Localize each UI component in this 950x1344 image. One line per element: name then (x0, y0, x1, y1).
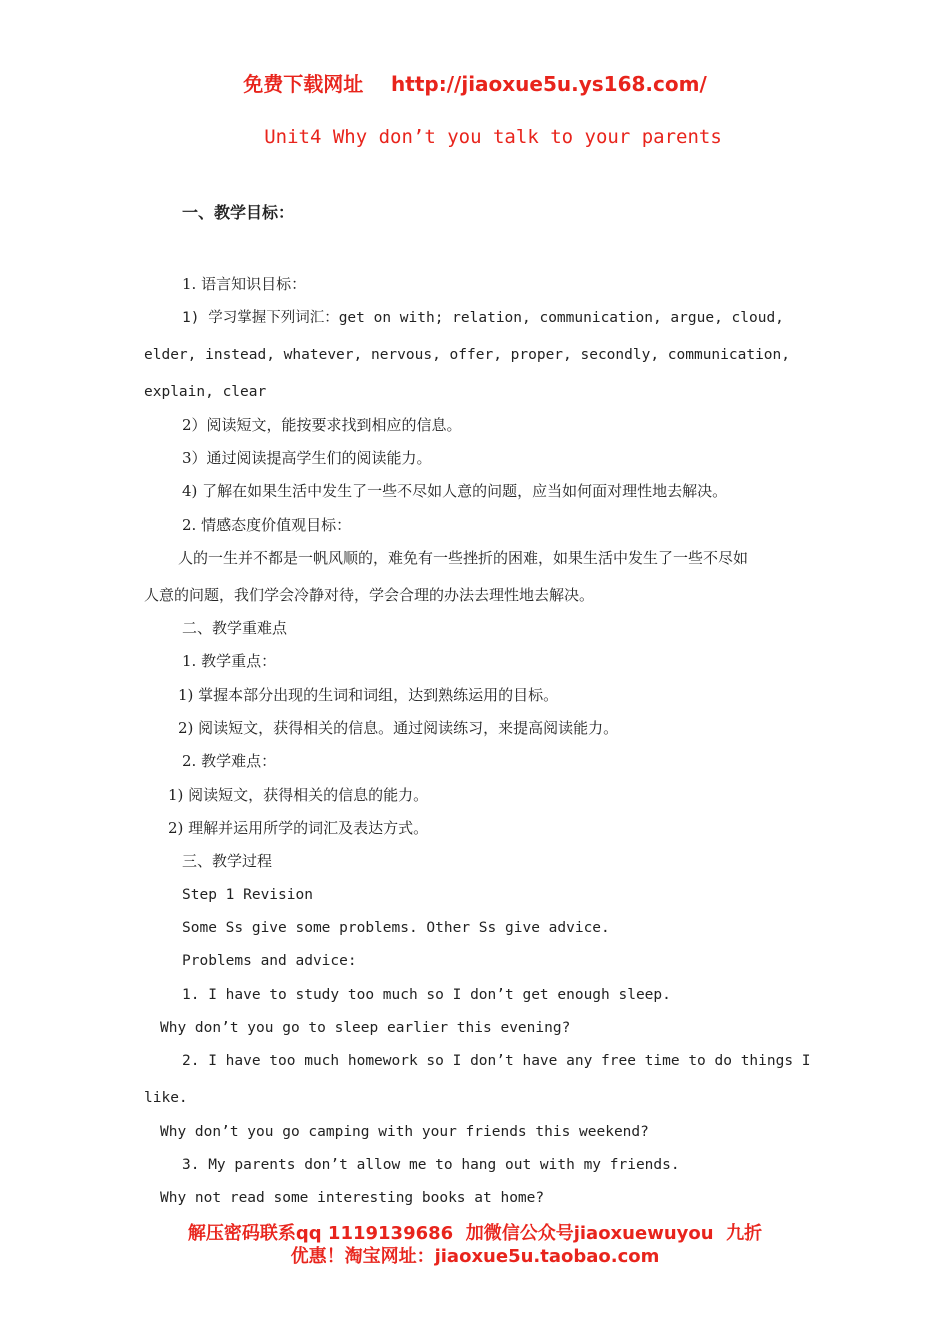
body-line: like. (144, 1090, 188, 1106)
body-line: 1) 阅读短文，获得相关的信息的能力。 (168, 786, 429, 804)
body-line: Why don’t you go to sleep earlier this evening? (160, 1020, 571, 1036)
body-line: 4) 了解在如果生活中发生了一些不尽如人意的问题，应当如何面对理性地去解决。 (182, 482, 728, 500)
body-line: 2. 教学难点： (182, 752, 277, 770)
body-line: 人意的问题，我们学会冷静对待，学会合理的办法去理性地去解决。 (144, 586, 595, 604)
body-line: 3. My parents don’t allow me to hang out with my friends. (182, 1157, 680, 1173)
body-line: 3）通过阅读提高学生们的阅读能力。 (182, 449, 432, 467)
body-line: Problems and advice: (182, 953, 357, 969)
section-heading-process: 三、教学过程 (182, 852, 273, 870)
body-line: 1) 掌握本部分出现的生词和词组，达到熟练运用的目标。 (178, 686, 559, 704)
section-heading-keypoints: 二、教学重难点 (182, 619, 288, 637)
body-line: elder, instead, whatever, nervous, offer, proper, secondly, communication, (144, 347, 791, 363)
download-link-header[interactable]: 免费下载网址 http://jiaoxue5u.ys168.com/ (243, 72, 707, 96)
body-line: 1. 语言知识目标： (182, 275, 307, 293)
body-line: 1) 学习掌握下列词汇：get on with; relation, communication, argue, cloud, (182, 310, 784, 326)
section-heading-objectives: 一、教学目标： (182, 203, 295, 222)
body-line: 2）阅读短文，能按要求找到相应的信息。 (182, 416, 462, 434)
body-line: Why not read some interesting books at home? (160, 1190, 545, 1206)
body-line: 2) 理解并运用所学的词汇及表达方式。 (168, 819, 429, 837)
body-line: 1. I have to study too much so I don’t get enough sleep. (182, 987, 671, 1003)
body-line: 2. I have too much homework so I don’t have any free time to do things I (182, 1053, 811, 1069)
document-title: Unit4 Why don’t you talk to your parents (264, 126, 722, 148)
footer-contact-line: 解压密码联系qq 1119139686 加微信公众号jiaoxuewuyou 九折 (187, 1223, 763, 1244)
body-line: 1. 教学重点： (182, 652, 277, 670)
body-line: 2) 阅读短文，获得相关的信息。通过阅读练习，来提高阅读能力。 (178, 719, 619, 737)
footer-taobao-line[interactable]: 优惠！淘宝网址：jiaoxue5u.taobao.com (290, 1246, 660, 1267)
body-line: explain, clear (144, 384, 267, 400)
body-line: Some Ss give some problems. Other Ss give advice. (182, 920, 610, 936)
body-line: 2. 情感态度价值观目标： (182, 516, 352, 534)
body-line: 人的一生并不都是一帆风顺的，难免有一些挫折的困难，如果生活中发生了一些不尽如 (178, 549, 749, 567)
body-line: Why don’t you go camping with your friends this weekend? (160, 1124, 649, 1140)
body-line: Step 1 Revision (182, 887, 313, 903)
